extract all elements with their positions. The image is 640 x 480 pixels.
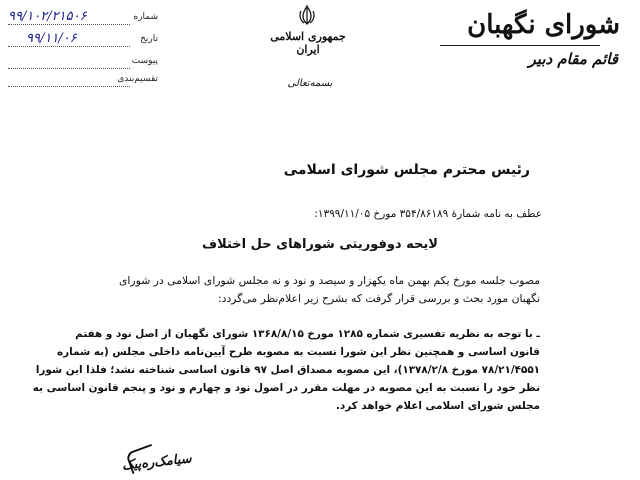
paragraph-intro (20, 272, 540, 308)
date-field (8, 31, 158, 50)
basmala: بسمه‌تعالی (287, 78, 333, 89)
paragraph-line: قانون اساسی و همچنین نظر این شورا نسبت به مصوبه طرح آیین‌نامه داخلی مجلس (به شماره (57, 346, 540, 358)
attachment-field (8, 56, 158, 72)
field-label: تاریخ (140, 34, 158, 44)
deputy-title: قائم مقام دبیر (528, 50, 618, 68)
paragraph-line: مجلس شورای اسلامی اعلام خواهد کرد. (335, 400, 540, 412)
paragraph-line: ـ با توجه به نظریه تفسیری شماره ۱۲۸۵ مورخ ۱۳۶۸/۸/۱۵ شورای نگهبان از اصل نود و هفتم (75, 328, 540, 340)
org-title: شورای نگهبان (467, 10, 620, 40)
field-label: شماره (133, 12, 158, 22)
classification-field (8, 74, 158, 90)
document-title: لایحه دوفوریتی شوراهای حل اختلاف (202, 237, 438, 252)
field-label: پیوست (131, 56, 158, 66)
number-field (8, 9, 158, 28)
signature: سیامک‌ره‌پیک (121, 451, 193, 474)
paragraph-line: ۷۸/۲۱/۴۵۵۱ مورخ ۱۳۷۸/۲/۸)، این مصوبه مصداق اصل ۹۷ قانون اساسی شناخته نشد؛ فلذا این شورا (35, 364, 540, 376)
paragraph-line: نگهبان مورد بحث و بررسی قرار گرفت که بشرح زیر اعلام‌نظر می‌گردد: (218, 292, 540, 305)
paragraph-line: نظر خود را نسبت به این مصوبه در مهلت مقرر در اصول نود و چهارم و نود و پنجم قانون اساسی به (32, 382, 540, 394)
field-value: ۹۹/۱۱/۰۶ (26, 31, 77, 46)
letter-meta-fields (8, 8, 158, 88)
republic-title: جمهوری اسلامی ایران (270, 30, 346, 56)
field-label: تقسیم‌بندی (117, 74, 158, 84)
header-divider (440, 45, 600, 46)
iran-emblem-icon (296, 4, 318, 26)
addressee: رئیس محترم مجلس شورای اسلامی (283, 162, 530, 178)
reference-line: عطف به نامه شمارهٔ ۳۵۴/۸۶۱۸۹ مورخ ۱۳۹۹/۱۱/۰۵: (314, 208, 542, 220)
paragraph-opinion (20, 325, 540, 415)
paragraph-line: مصوب جلسه مورخ یکم بهمن ماه یکهزار و سیصد و نود و نه مجلس شورای اسلامی در شورای (118, 274, 540, 287)
field-value: ۹۹/۱۰۲/۲۱۵۰۶ (8, 9, 87, 24)
